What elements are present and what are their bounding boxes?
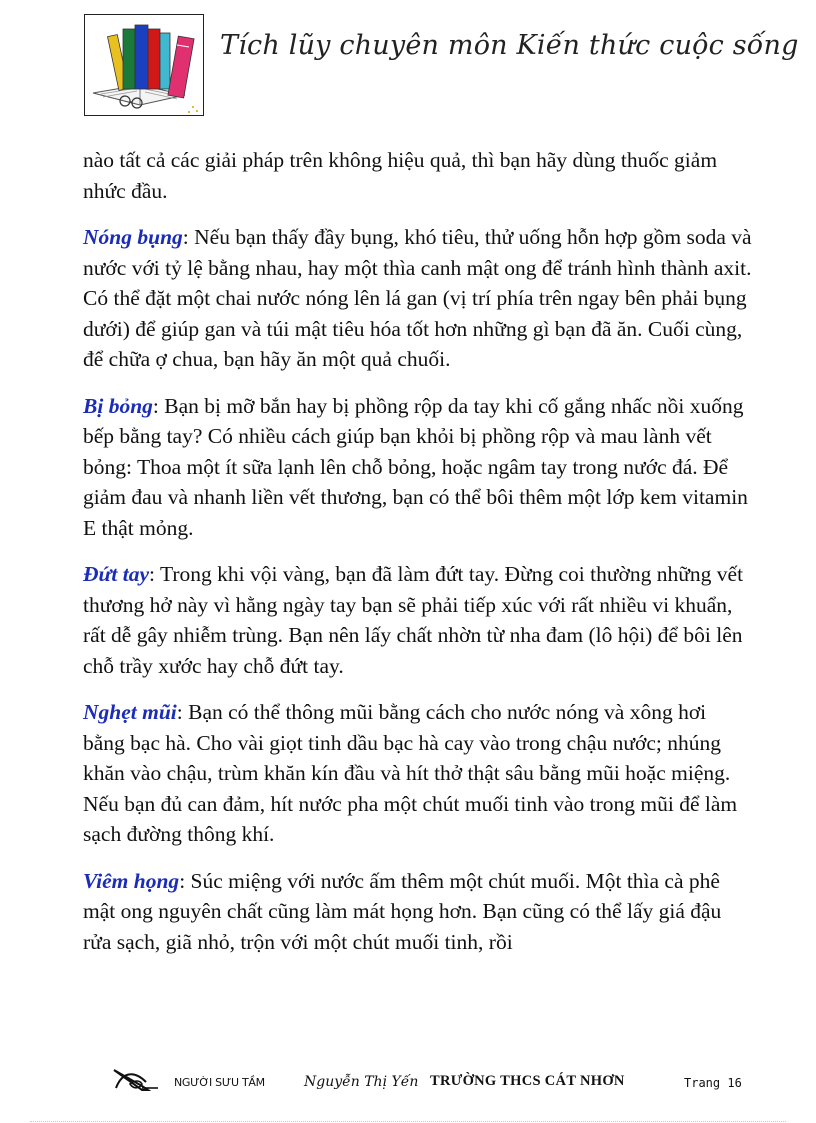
author-name: Nguyễn Thị Yến bbox=[304, 1074, 419, 1090]
section-paragraph bbox=[83, 866, 753, 958]
intro-paragraph bbox=[83, 145, 753, 206]
section-paragraph bbox=[83, 391, 753, 544]
section-text: : Súc miệng với nước ấm thêm một chút muối. Một thìa cà phê mật ong nguyên chất cũng làm mát họng hơn. Bạn cũng có thể lấy giá đậu rửa sạch, giã nhỏ, trộn với một chút muối tinh, rồi bbox=[83, 868, 722, 954]
section-term: Viêm họng bbox=[83, 868, 180, 893]
school-name: TRƯỜNG THCS CÁT NHƠN bbox=[430, 1073, 625, 1089]
section-paragraph bbox=[83, 697, 753, 850]
section-term: Đứt tay bbox=[83, 562, 150, 586]
document-body bbox=[83, 145, 753, 973]
section-paragraph bbox=[83, 222, 753, 375]
intro-text: nào tất cả các giải pháp trên không hiệu quả, thì bạn hãy dùng thuốc giảm nhức đầu. bbox=[83, 148, 718, 203]
collector-label: NGƯỜI SƯU TẦM bbox=[174, 1076, 265, 1089]
pen-writing-icon bbox=[112, 1062, 160, 1099]
section-text: : Trong khi vội vàng, bạn đã làm đứt tay. Đừng coi thường những vết thương hở này vì hằng ngày tay bạn sẽ phải tiếp xúc với rất nhiều vi khuẩn, rất dễ gây nhiễm trùng. Bạn nên lấy chất nhờn từ nha đam (lô hội) để bôi lên chỗ trầy xước hay chỗ đứt tay. bbox=[83, 562, 744, 678]
section-text: : Nếu bạn thấy đầy bụng, khó tiêu, thử uống hỗn hợp gồm soda và nước với tỷ lệ bằng nhau, hay một thìa canh mật ong để tránh hình thành axit. Có thể đặt một chai nước nóng lên lá gan (vị trí phía trên ngay bên phải bụng dưới) để giúp gan và túi mật tiêu hóa tốt hơn những gì bạn đã ăn. Cuối cùng, để chữa ợ chua, bạn hãy ăn một quả chuối. bbox=[83, 225, 752, 371]
page-footer bbox=[112, 1058, 762, 1098]
bottom-divider bbox=[30, 1121, 786, 1122]
header-title: Tích lũy chuyên môn Kiến thức cuộc sống bbox=[220, 30, 799, 61]
section-text: : Bạn bị mỡ bắn hay bị phồng rộp da tay khi cố gắng nhấc nồi xuống bếp bằng tay? Có nhiều cách giúp bạn khỏi bị phồng rộp và mau lành vết bỏng: Thoa một ít sữa lạnh lên chỗ bỏng, hoặc ngâm tay trong nước đá. Để giảm đau và nhanh liền vết thương, bạn có thể bôi thêm một lớp kem vitamin E thật mỏng. bbox=[83, 393, 748, 540]
section-paragraph bbox=[83, 559, 753, 681]
section-text: : Bạn có thể thông mũi bằng cách cho nước nóng và xông hơi bằng bạc hà. Cho vài giọt tinh dầu bạc hà cay vào trong chậu nước; nhúng khăn vào chậu, trùm khăn kín đầu và hít thở thật sâu bằng mũi hoặc miệng. Nếu bạn đủ can đảm, hít nước pha một chút muối tinh vào trong mũi để làm sạch đường thông khí. bbox=[83, 700, 738, 846]
section-term: Bị bỏng bbox=[83, 393, 153, 418]
section-term: Nghẹt mũi bbox=[83, 700, 177, 724]
books-logo-icon bbox=[84, 14, 204, 116]
page-number: Trang 16 bbox=[684, 1076, 742, 1090]
section-term: Nóng bụng bbox=[83, 225, 183, 249]
